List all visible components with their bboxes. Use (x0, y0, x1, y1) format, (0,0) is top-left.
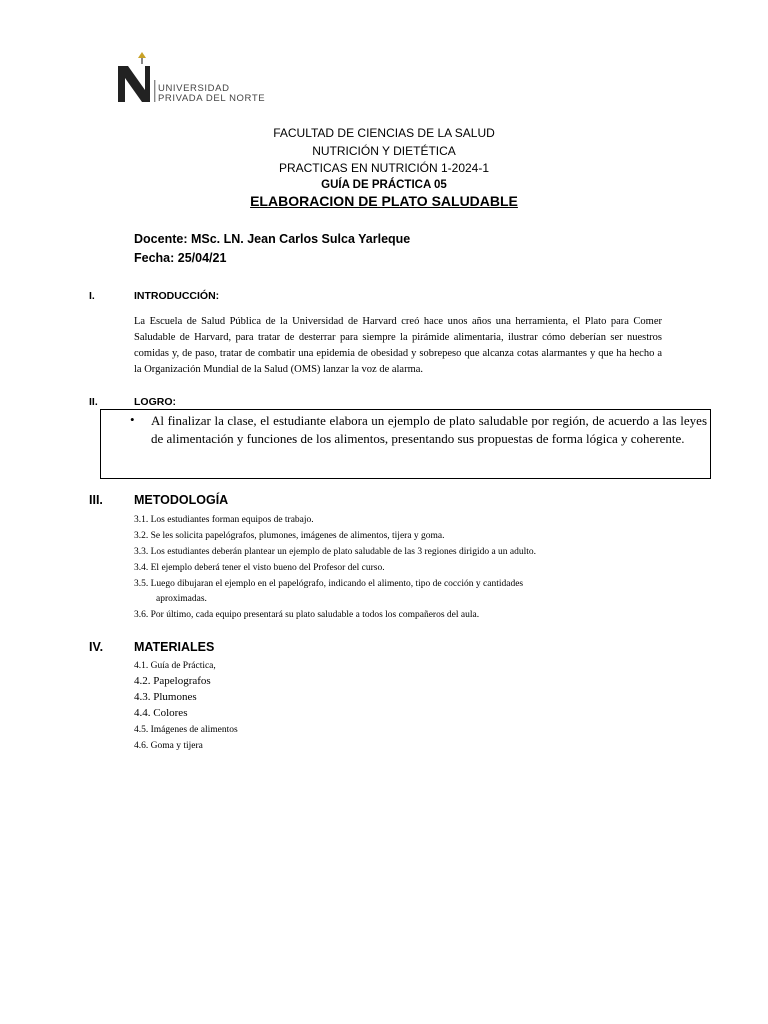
docente-line: Docente: MSc. LN. Jean Carlos Sulca Yarleque (134, 232, 411, 246)
metodologia-item: 3.3. Los estudiantes deberán plantear un ejemplo de plato saludable de las 3 regiones dirigido a un adulto. (134, 547, 537, 557)
section-intro-text: La Escuela de Salud Pública de la Universidad de Harvard creó hace unos años una herramienta, el Plato para Comer Saludable de Harvard, para tratar de desterrar para siempre la pirámide alimentaria, ilustrar cómo deberían ser nuestros comidas y, de paso, tratar de combatir una epidemia de obesidad y sobrepeso que alcanza cotas alarmantes y que ha hecho a la Organización Mundial de la Salud (OMS) lanzar la voz de alarma. (134, 316, 662, 375)
guide-number: GUÍA DE PRÁCTICA 05 (321, 179, 447, 191)
materiales-item: 4.4. Colores (134, 707, 188, 719)
logro-bullet: • (130, 412, 135, 427)
document-title: ELABORACION DE PLATO SALUDABLE (250, 193, 518, 209)
materiales-item: 4.6. Goma y tijera (134, 741, 203, 751)
section-metodologia-title: METODOLOGÍA (134, 493, 229, 507)
materiales-item: 4.3. Plumones (134, 691, 197, 703)
metodologia-item: 3.1. Los estudiantes forman equipos de trabajo. (134, 515, 314, 525)
materiales-item: 4.1. Guía de Práctica, (134, 661, 216, 671)
section-materiales-number: IV. (89, 640, 104, 654)
metodologia-item: 3.6. Por último, cada equipo presentará su plato saludable a todos los compañeros del aula. (134, 610, 480, 620)
logo-wordmark (158, 84, 265, 104)
logo-divider (154, 80, 155, 102)
logo-n-mark (118, 66, 150, 102)
course-name: PRACTICAS EN NUTRICIÓN 1-2024-1 (278, 161, 490, 175)
metodologia-item: 3.2. Se les solicita papelógrafos, plumones, imágenes de alimentos, tijera y goma. (134, 531, 445, 541)
materiales-item: 4.5. Imágenes de alimentos (134, 725, 238, 735)
section-metodologia-number: III. (89, 493, 103, 507)
logo-accent-stem (141, 58, 143, 64)
materiales-item: 4.2. Papelografos (134, 675, 211, 687)
section-materiales-title: MATERIALES (134, 640, 215, 654)
section-logro-number: II. (89, 396, 98, 408)
metodologia-item-continuation: aproximadas. (156, 594, 207, 604)
section-logro-title: LOGRO: (134, 396, 176, 408)
fecha-line: Fecha: 25/04/21 (134, 251, 227, 265)
logro-text: Al finalizar la clase, el estudiante elabora un ejemplo de plato saludable por región, de acuerdo a las leyes de alimentación y funciones de los alimentos, presentando sus propuestas de forma lógica y coherente. (151, 413, 707, 446)
logo-line-2: PRIVADA DEL NORTE (158, 93, 266, 104)
logo-line-1: UNIVERSIDAD (158, 83, 230, 94)
logo-accent-mark (138, 52, 146, 58)
section-intro-number: I. (89, 290, 95, 302)
metodologia-item: 3.5. Luego dibujaran el ejemplo en el papelógrafo, indicando el alimento, tipo de cocción y cantidades (134, 579, 524, 589)
section-intro-title: INTRODUCCIÓN: (134, 290, 220, 302)
metodologia-item: 3.4. El ejemplo deberá tener el visto bueno del Profesor del curso. (134, 563, 385, 573)
faculty-name: FACULTAD DE CIENCIAS DE LA SALUD (273, 126, 495, 140)
career-name: NUTRICIÓN Y DIETÉTICA (312, 144, 456, 158)
